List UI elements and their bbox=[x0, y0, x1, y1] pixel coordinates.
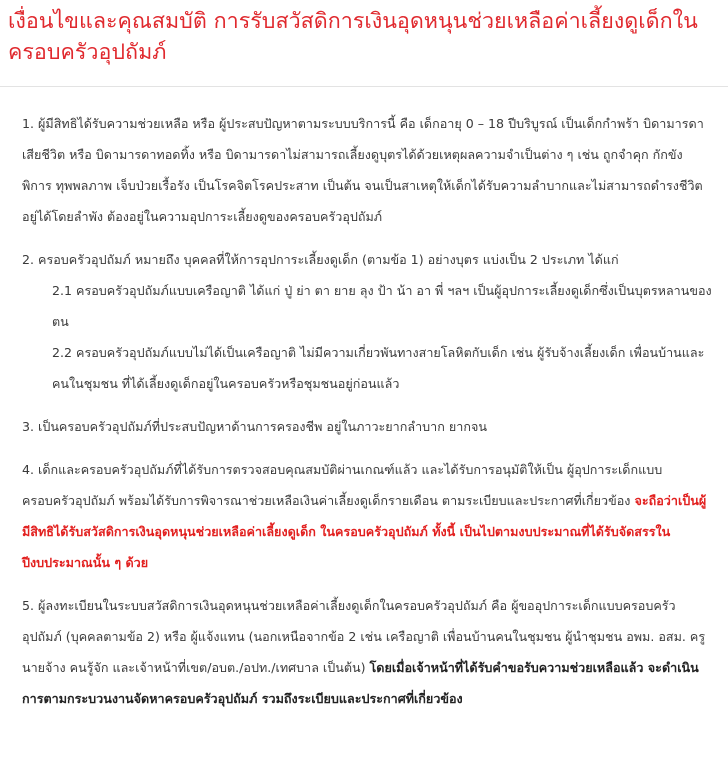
condition-item-1: 1. ผู้มีสิทธิได้รับความช่วยเหลือ หรือ ผู้ประสบปัญหาตามระบบบริการนี้ คือ เด็กอายุ 0 – 18 ปีบริบูรณ์ เป็นเด็กกำพร้า บิดามารดาเสียชีวิต หรือ บิดามารดาทอดทิ้ง หรือ บิดามารดาไม่สามารถเลี้ยงดูบุตรได้ด้วยเหตุผลความจำเป็นต่าง ๆ เช่น ถูกจำคุก กักขัง พิการ ทุพพลภาพ เจ็บป่วยเรื้อรัง เป็นโรคจิตโรคประสาท เป็นต้น จนเป็นสาเหตุให้เด็กได้รับความลำบากและไม่สามารถดำรงชีวิตอยู่ได้โดยลำพัง ต้องอยู่ในความอุปการะเลี้ยงดูของครอบครัวอุปถัมภ์ bbox=[22, 116, 704, 224]
condition-item-2-1: 2.1 ครอบครัวอุปถัมภ์แบบเครือญาติ ได้แก่ ปู่ ย่า ตา ยาย ลุง ป้า น้า อา พี่ ฯลฯ เป็นผู้อุปการะเลี้ยงดูเด็กซึ่งเป็นบุตรหลานของตน bbox=[52, 283, 712, 329]
title-divider bbox=[0, 86, 728, 87]
condition-item-2: 2. ครอบครัวอุปถัมภ์ หมายถึง บุคคลที่ให้การอุปการะเลี้ยงดูเด็ก (ตามข้อ 1) อย่างบุตร แบ่งเป็น 2 ประเภท ได้แก่ bbox=[22, 252, 619, 267]
page-title: เงื่อนไขและคุณสมบัติ การรับสวัสดิการเงินอุดหนุนช่วยเหลือค่าเลี้ยงดูเด็กในครอบครัวอุปถัมภ์ bbox=[8, 9, 698, 65]
condition-item-4-highlight: จะถือว่าเป็นผู้มีสิทธิได้รับสวัสดิการเงินอุดหนุนช่วยเหลือค่าเลี้ยงดูเด็ก ในครอบครัวอุปถัมภ์ ทั้งนี้ เป็นไปตามงบประมาณที่ได้รับจัดสรรในปีงบประมาณนั้น ๆ ด้วย bbox=[22, 493, 707, 570]
condition-item-5-bold: โดยเมื่อเจ้าหน้าที่ได้รับคำขอรับความช่วยเหลือแล้ว จะดำเนินการตามกระบวนงานจัดหาครอบครัวอุปถัมภ์ รวมถึงระเบียบและประกาศที่เกี่ยวข้อง bbox=[22, 660, 699, 706]
condition-item-5-text: 5. ผู้ลงทะเบียนในระบบสวัสดิการเงินอุดหนุนช่วยเหลือค่าเลี้ยงดูเด็กในครอบครัวอุปถัมภ์ คือ ผู้ขออุปการะเด็กแบบครอบครัวอุปถัมภ์ (บุคคลตามข้อ 2) หรือ ผู้แจ้งแทน (นอกเหนือจากข้อ 2 เช่น เครือญาติ เพื่อนบ้านคนในชุมชน ผู้นำชุมชน อพม. อสม. ครู นายจ้าง คนรู้จัก และเจ้าหน้าที่เขต/อบต./อปท./เทศบาล เป็นต้น) bbox=[22, 598, 706, 675]
condition-item-2-2: 2.2 ครอบครัวอุปถัมภ์แบบไม่ได้เป็นเครือญาติ ไม่มีความเกี่ยวพันทางสายโลหิตกับเด็ก เช่น ผู้รับจ้างเลี้ยงเด็ก เพื่อนบ้านและคนในชุมชน ที่ได้เลี้ยงดูเด็กอยู่ในครอบครัวหรือชุมชนอยู่ก่อนแล้ว bbox=[52, 345, 705, 391]
condition-item-3: 3. เป็นครอบครัวอุปถัมภ์ที่ประสบปัญหาด้านการครองชีพ อยู่ในภาวะยากลำบาก ยากจน bbox=[22, 419, 487, 434]
condition-item-4 bbox=[22, 454, 712, 578]
condition-item-5 bbox=[22, 590, 712, 714]
condition-item-4-text: 4. เด็กและครอบครัวอุปถัมภ์ที่ได้รับการตรวจสอบคุณสมบัติผ่านเกณฑ์แล้ว และได้รับการอนุมัติให้เป็น ผู้อุปการะเด็กแบบครอบครัวอุปถัมภ์ พร้อมได้รับการพิจารณาช่วยเหลือเงินค่าเลี้ยงดูเด็กรายเดือน ตามระเบียบและประกาศที่เกี่ยวข้อง bbox=[22, 462, 663, 508]
conditions-content bbox=[22, 108, 712, 714]
